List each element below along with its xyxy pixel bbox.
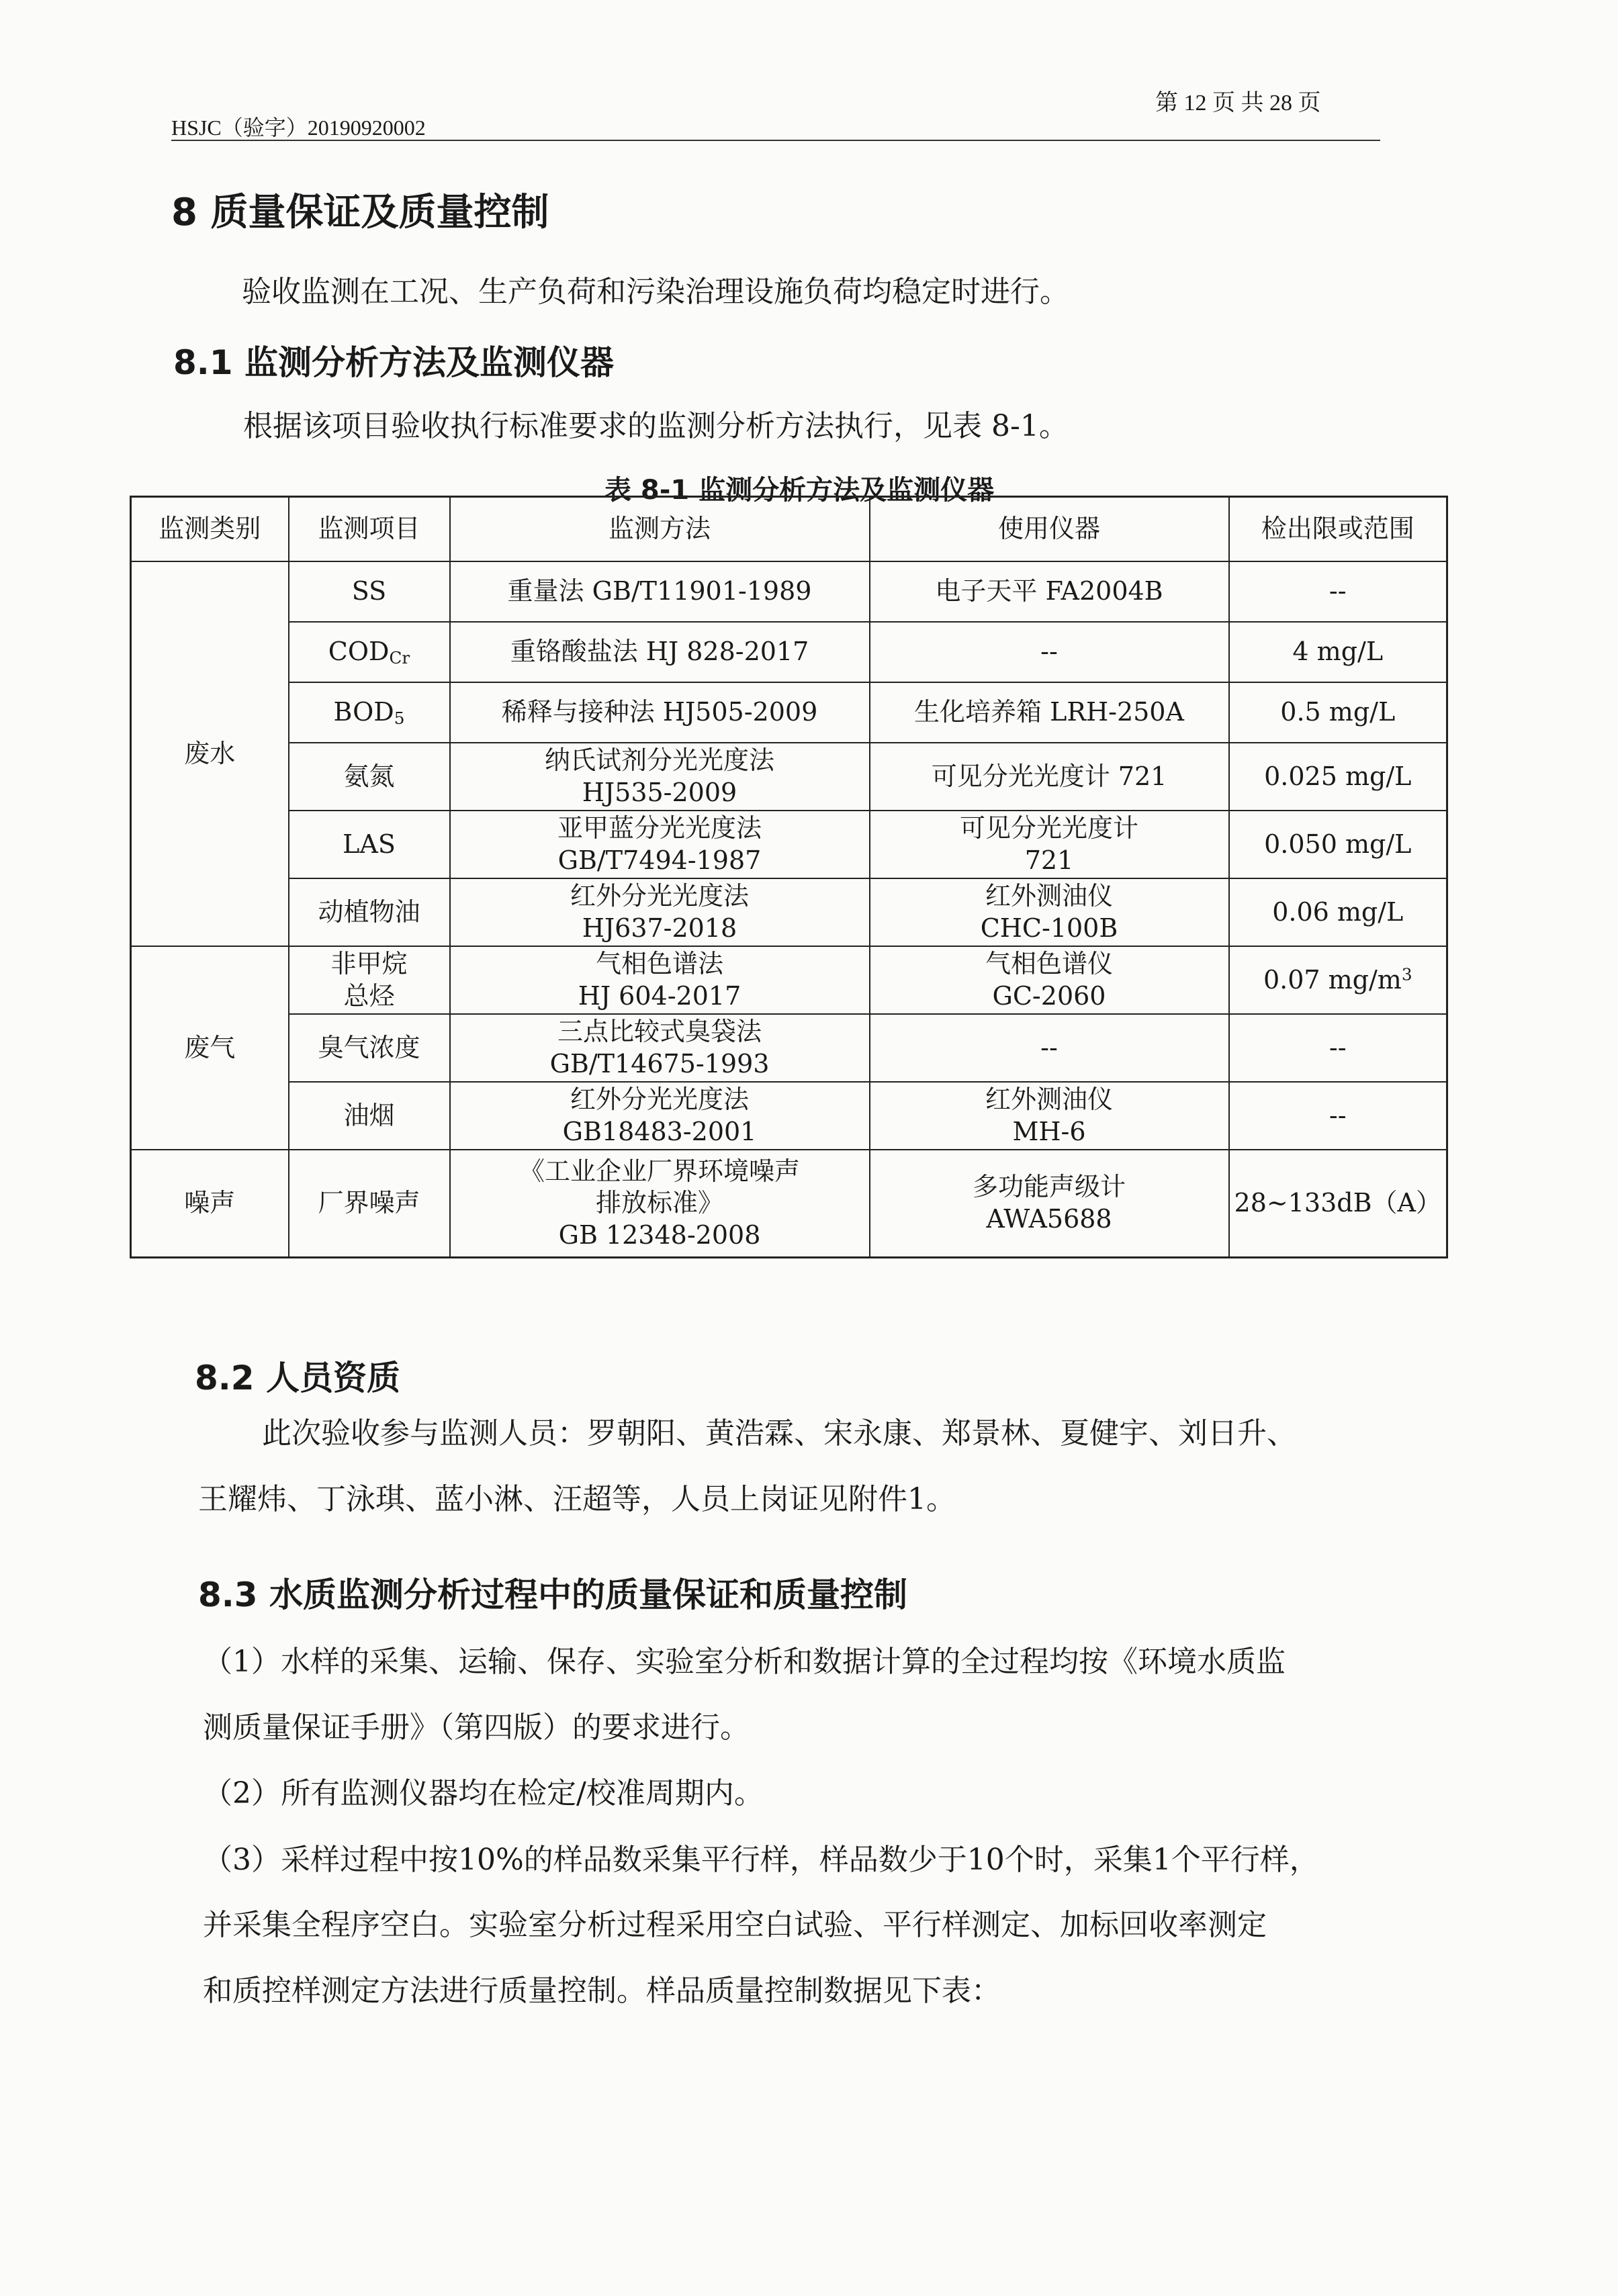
section-8-3-title: 8.3 水质监测分析过程中的质量保证和质量控制: [198, 1575, 907, 1614]
section-8-1-title: 8.1 监测分析方法及监测仪器: [173, 343, 614, 382]
instrument-line: 可见分光光度计: [959, 813, 1138, 843]
item-cell: 氨氮: [289, 743, 450, 811]
method-line: 气相色谱法: [595, 949, 723, 978]
table-row: [131, 1082, 1447, 1150]
page-indicator: 第 12 页 共 28 页: [1155, 91, 1321, 116]
limit-cell: 0.050 mg/L: [1229, 811, 1447, 878]
section-8-1-text: 根据该项目验收执行标准要求的监测分析方法执行，见表 8-1。: [243, 409, 1069, 443]
method-cell: [450, 878, 870, 946]
section-8-3-p1-line1: （1）水样的采集、运输、保存、实验室分析和数据计算的全过程均按《环境水质监: [203, 1645, 1286, 1679]
instrument-cell: [870, 1150, 1229, 1257]
method-cell: [450, 1150, 870, 1257]
methods-table: [130, 496, 1448, 1258]
item-line: 非甲烷: [330, 949, 408, 978]
limit-cell: --: [1229, 1014, 1447, 1082]
section-8-intro: 验收监测在工况、生产负荷和污染治理设施负荷均稳定时进行。: [242, 275, 1069, 309]
method-standard: GB18483-2001: [562, 1116, 757, 1146]
item-cell: 油烟: [289, 1082, 450, 1150]
limit-cell: --: [1229, 561, 1447, 622]
item-text: COD: [328, 636, 390, 666]
method-line: 红外分光光度法: [570, 881, 749, 911]
section-8-2-title: 8.2 人员资质: [195, 1359, 400, 1397]
item-text: BOD: [333, 696, 394, 727]
item-cell: 动植物油: [289, 878, 450, 946]
item-cell: LAS: [289, 811, 450, 878]
table-row: [131, 622, 1447, 682]
instrument-cell: 可见分光光度计 721: [870, 743, 1229, 811]
item-cell: 臭气浓度: [289, 1014, 450, 1082]
limit-cell: 28~133dB（A）: [1229, 1150, 1447, 1257]
section-8-3-p1-line2: 测质量保证手册》（第四版）的要求进行。: [203, 1710, 750, 1745]
header-rule: [171, 140, 1380, 141]
section-8-2-line1: 此次验收参与监测人员：罗朝阳、黄浩霖、宋永康、郑景林、夏健宇、刘日升、: [262, 1416, 1296, 1451]
instrument-line: 红外测油仪: [985, 1085, 1113, 1114]
method-line: 三点比较式臭袋法: [557, 1017, 762, 1046]
table-row: [131, 1150, 1447, 1257]
method-standard: HJ637-2018: [582, 913, 737, 943]
item-subscript: 5: [394, 708, 405, 728]
method-standard: HJ 604-2017: [578, 980, 741, 1011]
method-cell: [450, 811, 870, 878]
item-cell: [289, 946, 450, 1014]
instrument-line: 气相色谱仪: [985, 949, 1113, 978]
method-line: 红外分光光度法: [570, 1085, 749, 1114]
instrument-model: MH-6: [1012, 1116, 1086, 1146]
method-line: 亚甲蓝分光光度法: [557, 813, 762, 843]
limit-text: 0.07 mg/m: [1263, 964, 1402, 995]
instrument-cell: [870, 878, 1229, 946]
instrument-cell: [870, 946, 1229, 1014]
item-cell: [289, 622, 450, 682]
method-cell: [450, 743, 870, 811]
col-header-item: 监测项目: [289, 497, 450, 562]
limit-superscript: 3: [1401, 964, 1412, 984]
table-row: [131, 682, 1447, 743]
method-standard: GB/T14675-1993: [549, 1048, 770, 1078]
item-line: 总烃: [343, 980, 395, 1011]
limit-cell: 0.5 mg/L: [1229, 682, 1447, 743]
table-row: [131, 811, 1447, 878]
instrument-model: AWA5688: [986, 1203, 1112, 1234]
item-cell: 厂界噪声: [289, 1150, 450, 1257]
section-8-3-p3-line3: 和质控样测定方法进行质量控制。样品质量控制数据见下表：: [203, 1974, 1001, 2008]
item-subscript: Cr: [389, 647, 410, 668]
category-water: 废水: [131, 561, 289, 946]
method-standard: GB/T7494-1987: [557, 845, 762, 875]
instrument-model: GC-2060: [992, 980, 1106, 1011]
instrument-cell: 生化培养箱 LRH-250A: [870, 682, 1229, 743]
table-row: [131, 946, 1447, 1014]
table-row: [131, 743, 1447, 811]
method-cell: 重量法 GB/T11901-1989: [450, 561, 870, 622]
method-cell: [450, 946, 870, 1014]
limit-cell: --: [1229, 1082, 1447, 1150]
col-header-method: 监测方法: [450, 497, 870, 562]
table-row: [131, 561, 1447, 622]
table-row: [131, 878, 1447, 946]
method-cell: [450, 1082, 870, 1150]
instrument-cell: [870, 1082, 1229, 1150]
instrument-model: 721: [1024, 845, 1074, 875]
instrument-cell: --: [870, 1014, 1229, 1082]
limit-cell: [1229, 946, 1447, 1014]
table-row: [131, 1014, 1447, 1082]
table-caption: 表 8-1 监测分析方法及监测仪器: [604, 475, 995, 506]
instrument-line: 多功能声级计: [972, 1172, 1126, 1202]
section-8-3-p3-line1: （3）采样过程中按10%的样品数采集平行样，样品数少于10个时，采集1个平行样，: [203, 1843, 1319, 1877]
col-header-instrument: 使用仪器: [870, 497, 1229, 562]
col-header-limit: 检出限或范围: [1229, 497, 1447, 562]
method-cell: [450, 1014, 870, 1082]
method-cell: 重铬酸盐法 HJ 828-2017: [450, 622, 870, 682]
method-standard: HJ535-2009: [582, 777, 737, 807]
section-8-2-line2: 王耀炜、丁泳琪、蓝小淋、汪超等，人员上岗证见附件1。: [198, 1482, 956, 1516]
limit-cell: 0.06 mg/L: [1229, 878, 1447, 946]
method-line: 排放标准》: [595, 1188, 723, 1218]
item-cell: [289, 682, 450, 743]
item-cell: SS: [289, 561, 450, 622]
method-line: 纳氏试剂分光光度法: [544, 745, 774, 775]
section-8-3-p2: （2）所有监测仪器均在检定/校准周期内。: [203, 1776, 764, 1810]
section-8-3-p3-line2: 并采集全程序空白。实验室分析过程采用空白试验、平行样测定、加标回收率测定: [203, 1908, 1267, 1942]
limit-cell: 4 mg/L: [1229, 622, 1447, 682]
instrument-cell: 电子天平 FA2004B: [870, 561, 1229, 622]
table-header-row: [131, 497, 1447, 562]
method-standard: GB 12348-2008: [558, 1220, 761, 1250]
method-cell: 稀释与接种法 HJ505-2009: [450, 682, 870, 743]
instrument-cell: [870, 811, 1229, 878]
category-noise: 噪声: [131, 1150, 289, 1257]
limit-cell: 0.025 mg/L: [1229, 743, 1447, 811]
instrument-model: CHC-100B: [980, 913, 1118, 943]
document-number: HSJC（验字）20190920002: [171, 116, 426, 140]
col-header-category: 监测类别: [131, 497, 289, 562]
category-gas: 废气: [131, 946, 289, 1150]
method-line: 《工业企业厂界环境噪声: [519, 1156, 800, 1186]
section-8-title: 8 质量保证及质量控制: [171, 191, 549, 234]
instrument-cell: --: [870, 622, 1229, 682]
instrument-line: 红外测油仪: [985, 881, 1113, 911]
